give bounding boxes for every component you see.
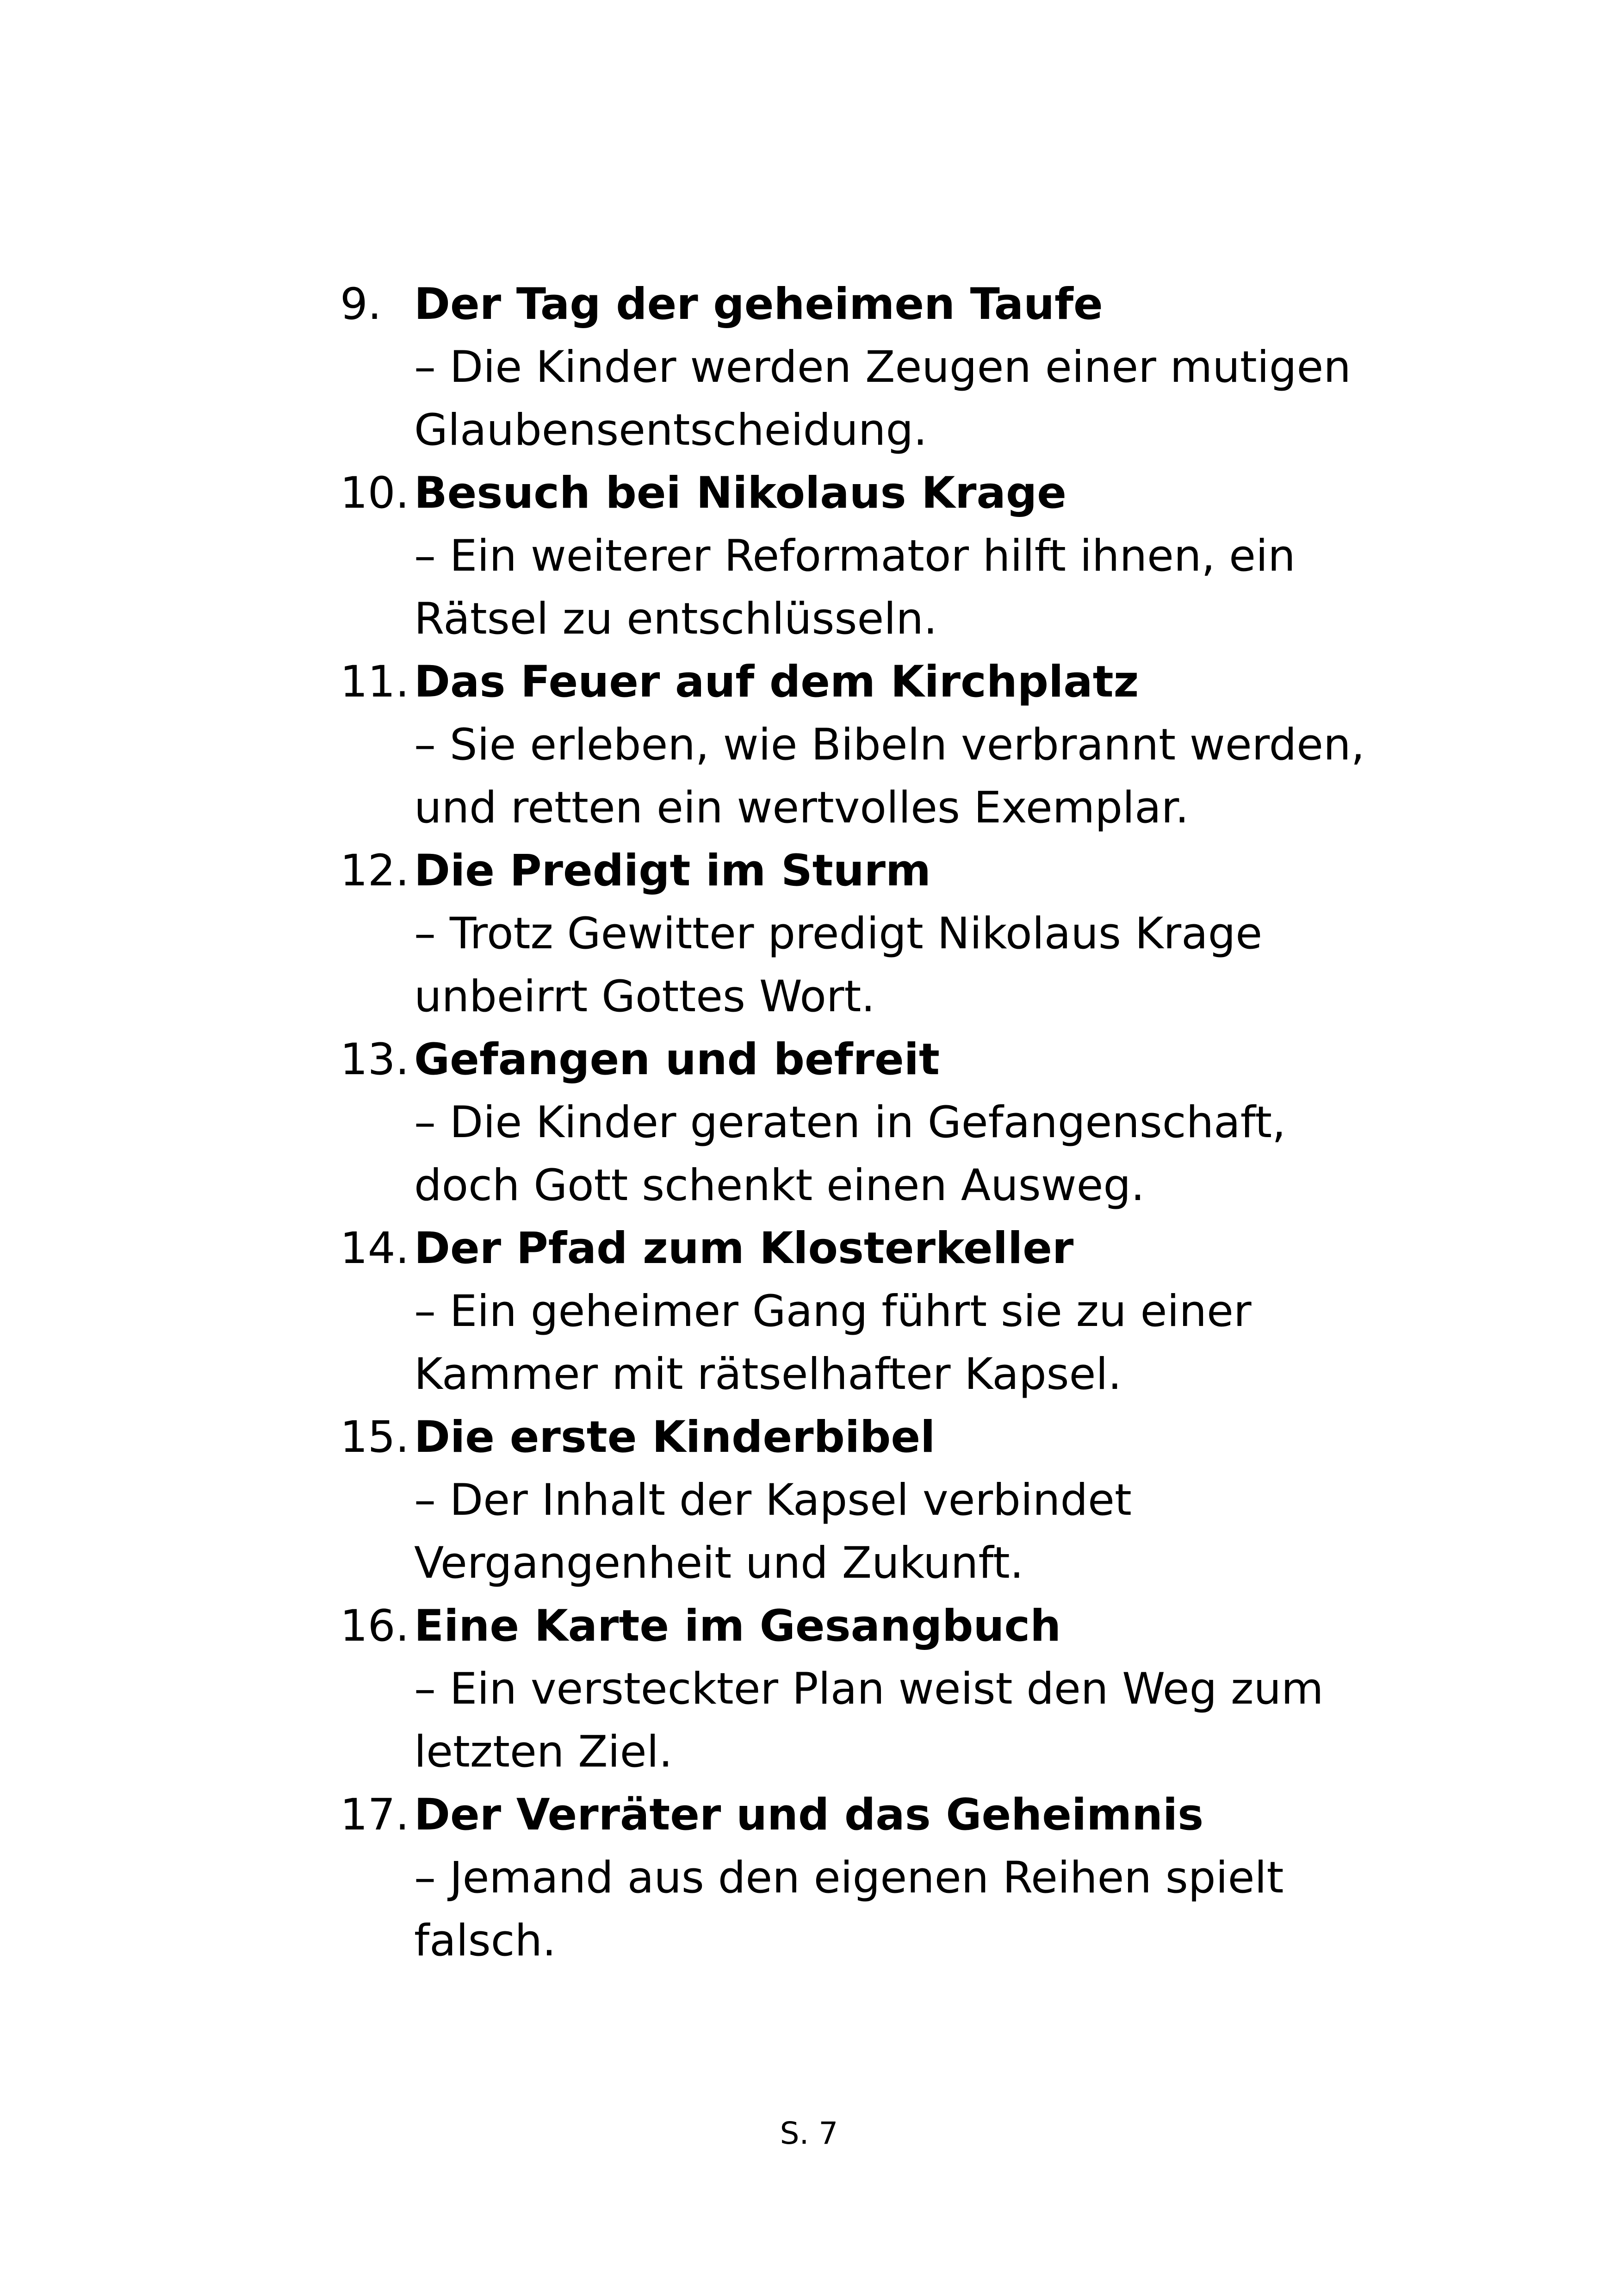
chapter-description: – Trotz Gewitter predigt Nikolaus Krage unbeirrt Gottes Wort.	[414, 908, 1263, 1022]
chapter-item	[340, 462, 1404, 651]
chapter-item	[340, 1784, 1404, 1972]
chapter-item	[340, 651, 1404, 840]
page-number: S. 7	[780, 2116, 838, 2151]
chapter-description: – Ein geheimer Gang führt sie zu einer Kammer mit rätselhafter Kapsel.	[414, 1286, 1252, 1400]
chapter-description: – Sie erleben, wie Bibeln verbrannt werden, und retten ein wertvolles Exemplar.	[414, 720, 1365, 833]
chapter-item	[340, 273, 1404, 462]
chapter-title: Gefangen und befreit	[414, 1034, 940, 1085]
chapter-number: 9.	[340, 279, 382, 330]
chapter-description: – Jemand aus den eigenen Reihen spielt falsch.	[414, 1853, 1284, 1966]
chapter-list	[340, 273, 1404, 1972]
chapter-title: Das Feuer auf dem Kirchplatz	[414, 657, 1139, 707]
chapter-description: – Ein versteckter Plan weist den Weg zum letzten Ziel.	[414, 1664, 1324, 1777]
chapter-title: Eine Karte im Gesangbuch	[414, 1601, 1061, 1651]
chapter-description: – Der Inhalt der Kapsel verbindet Vergangenheit und Zukunft.	[414, 1475, 1132, 1588]
chapter-number: 14.	[340, 1223, 409, 1274]
chapter-number: 10.	[340, 468, 409, 518]
chapter-number: 13.	[340, 1034, 409, 1085]
chapter-title: Die erste Kinderbibel	[414, 1412, 936, 1462]
chapter-item	[340, 1406, 1404, 1595]
chapter-number: 15.	[340, 1412, 409, 1462]
chapter-number: 11.	[340, 657, 409, 707]
chapter-item	[340, 1217, 1404, 1406]
chapter-title: Der Verräter und das Geheimnis	[414, 1790, 1204, 1840]
chapter-item	[340, 1028, 1404, 1217]
chapter-number: 17.	[340, 1790, 409, 1840]
chapter-description: – Die Kinder werden Zeugen einer mutigen Glaubensentscheidung.	[414, 342, 1351, 455]
chapter-number: 12.	[340, 846, 409, 896]
chapter-title: Der Pfad zum Klosterkeller	[414, 1223, 1074, 1274]
chapter-number: 16.	[340, 1601, 409, 1651]
chapter-item	[340, 1595, 1404, 1784]
chapter-description: – Die Kinder geraten in Gefangenschaft, doch Gott schenkt einen Ausweg.	[414, 1097, 1286, 1211]
chapter-item	[340, 840, 1404, 1028]
chapter-description: – Ein weiterer Reformator hilft ihnen, ein Rätsel zu entschlüsseln.	[414, 531, 1296, 644]
chapter-title: Die Predigt im Sturm	[414, 846, 931, 896]
chapter-title: Der Tag der geheimen Taufe	[414, 279, 1103, 330]
chapter-title: Besuch bei Nikolaus Krage	[414, 468, 1066, 518]
